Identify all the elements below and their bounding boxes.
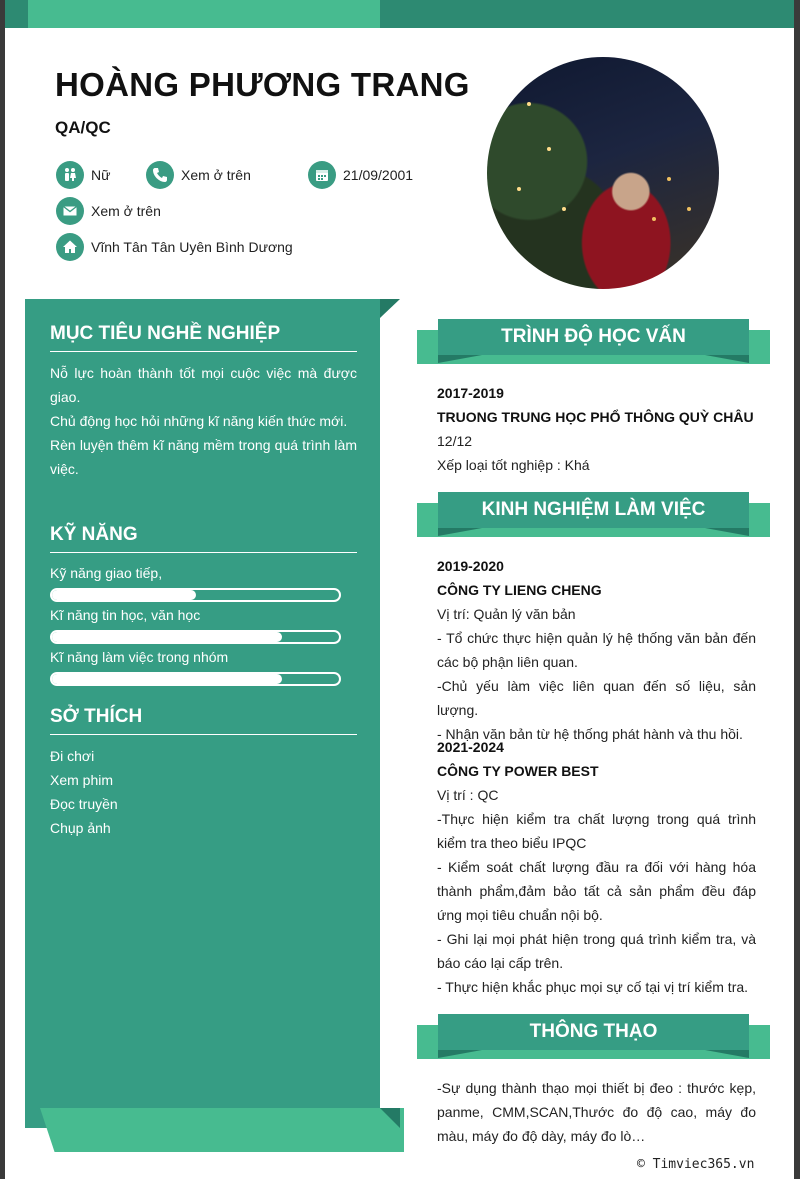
skills-title: KỸ NĂNG xyxy=(50,524,138,545)
experience-job-1 xyxy=(437,554,756,746)
email-icon xyxy=(56,197,84,225)
hobby-item: Xem phim xyxy=(50,772,114,788)
email-info xyxy=(56,197,161,225)
calendar-icon xyxy=(308,161,336,189)
job-duty: - Nhận văn bản từ hệ thống phát hành và thu hồi. xyxy=(437,726,743,742)
job-duty: - Kiểm soát chất lượng đầu ra đối với hàng hóa thành phẩm,đảm bảo tất cả sản phẩm đều đáp ứng mọi tiêu chuẩn nội bộ. xyxy=(437,859,756,923)
hobby-item: Chụp ảnh xyxy=(50,820,111,836)
profile-photo xyxy=(487,57,719,289)
watermark: © Timviec365.vn xyxy=(637,1157,755,1172)
job-period: 2019-2020 xyxy=(437,558,504,574)
address-value: Vĩnh Tân Tân Uyên Bình Dương xyxy=(91,239,293,255)
job-company: CÔNG TY LIENG CHENG xyxy=(437,582,602,598)
job-duty: - Thực hiện khắc phục mọi sự cố tại vị trí kiểm tra. xyxy=(437,979,749,995)
phone-icon xyxy=(146,161,174,189)
phone-value: Xem ở trên xyxy=(181,167,251,183)
skill-label: Kỹ năng giao tiếp, xyxy=(50,565,163,581)
education-school: TRUONG TRUNG HỌC PHỔ THÔNG QUỲ CHÂU xyxy=(437,409,754,425)
job-duty: -Chủ yếu làm việc liên quan đến số liệu, sản lượng. xyxy=(437,678,756,718)
job-title: QA/QC xyxy=(55,118,111,137)
job-duty: -Thực hiện kiểm tra chất lượng trong quá trình kiểm tra theo biểu IPQC xyxy=(437,811,756,851)
skill-label: Kĩ năng làm việc trong nhóm xyxy=(50,649,229,665)
skills-divider xyxy=(50,552,357,553)
top-bar-accent xyxy=(28,0,380,28)
objective-text: Nỗ lực hoàn thành tốt mọi cuộc việc mà được giao. Chủ động học hỏi những kĩ năng kiến thức mới. Rèn luyện thêm kĩ năng mềm trong quá trình làm việc. xyxy=(50,365,357,477)
skill-bar xyxy=(50,630,341,644)
skill-bar xyxy=(50,588,341,602)
birthday-value: 21/09/2001 xyxy=(343,167,414,183)
hobbies-title: SỞ THÍCH xyxy=(50,706,143,727)
education-grade: 12/12 xyxy=(437,433,473,449)
job-period: 2021-2024 xyxy=(437,739,504,755)
education-section xyxy=(437,381,756,477)
job-duty: - Ghi lại mọi phát hiện trong quá trình kiểm tra, và báo cáo lại cấp trên. xyxy=(437,931,756,971)
hobby-item: Đọc truyền xyxy=(50,796,118,812)
gender-icon xyxy=(56,161,84,189)
address-info xyxy=(56,233,293,261)
hobby-item: Đi chơi xyxy=(50,748,95,764)
education-period: 2017-2019 xyxy=(437,385,504,401)
home-icon xyxy=(56,233,84,261)
skill-bar xyxy=(50,672,341,686)
gender-info xyxy=(56,161,110,189)
phone-info xyxy=(146,161,251,189)
job-duty: - Tổ chức thực hiện quản lý hệ thống văn bản đến các bộ phận liên quan. xyxy=(437,630,756,670)
job-position: Vị trí: Quản lý văn bản xyxy=(437,606,576,622)
gender-value: Nữ xyxy=(91,167,111,183)
education-ranking: Xếp loại tốt nghiệp : Khá xyxy=(437,457,590,473)
birthday-info xyxy=(308,161,413,189)
skill-label: Kĩ năng tin học, văn học xyxy=(50,607,201,623)
proficiency-text: -Sự dụng thành thạo mọi thiết bị đeo : thước kẹp, panme, CMM,SCAN,Thước đo độ cao, máy đo màu, máy đo độ dày, máy đo lò… xyxy=(437,1080,756,1144)
experience-job-2 xyxy=(437,735,756,999)
email-value: Xem ở trên xyxy=(91,203,161,219)
candidate-name: HOÀNG PHƯƠNG TRANG xyxy=(55,66,470,103)
job-company: CÔNG TY POWER BEST xyxy=(437,763,599,779)
proficiency-title: THÔNG THẠO xyxy=(438,1014,749,1050)
hobbies-divider xyxy=(50,734,357,735)
experience-title: KINH NGHIỆM LÀM VIỆC xyxy=(438,492,749,528)
objective-title: MỤC TIÊU NGHỀ NGHIỆP xyxy=(50,323,281,344)
objective-divider xyxy=(50,351,357,352)
education-title: TRÌNH ĐỘ HỌC VẤN xyxy=(438,319,749,355)
job-position: Vị trí : QC xyxy=(437,787,499,803)
cv-page xyxy=(5,0,794,1179)
